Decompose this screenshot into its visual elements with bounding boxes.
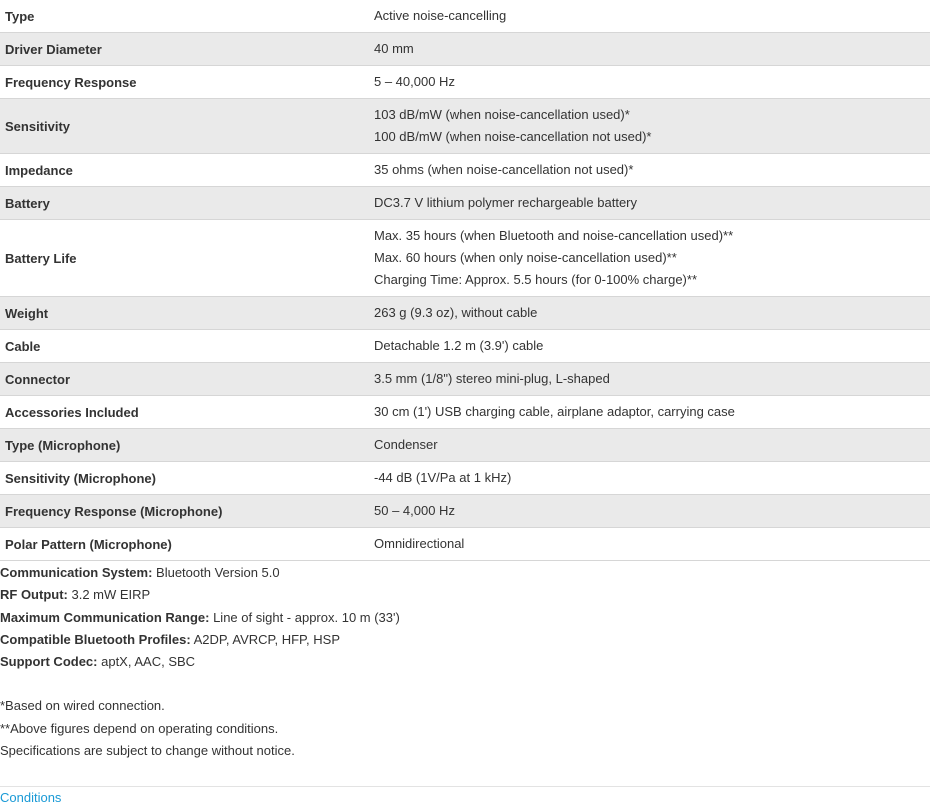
spec-value-line: DC3.7 V lithium polymer rechargeable battery — [374, 195, 638, 210]
spec-label: Impedance — [0, 154, 369, 187]
spec-value-line: 40 mm — [374, 41, 414, 56]
spec-value-line: Active noise-cancelling — [374, 8, 507, 23]
spec-label: Polar Pattern (Microphone) — [0, 528, 369, 561]
footnotes — [0, 695, 930, 762]
spec-value-line: Max. 35 hours (when Bluetooth and noise-cancellation used)** — [374, 228, 734, 243]
conditions-link[interactable]: Conditions — [0, 790, 62, 806]
spec-value-line: Max. 60 hours (when only noise-cancellation used)** — [374, 250, 677, 265]
spec-value — [369, 396, 930, 429]
spec-value-line: Omnidirectional — [374, 536, 465, 551]
spec-label: Type — [0, 0, 369, 33]
spec-value — [369, 66, 930, 99]
extra-spec-line — [0, 629, 930, 651]
spec-label: Cable — [0, 330, 369, 363]
spec-value-line: 35 ohms (when noise-cancellation not used)* — [374, 162, 634, 177]
spec-label: Weight — [0, 297, 369, 330]
spec-row — [0, 297, 930, 330]
spec-row — [0, 528, 930, 561]
spec-value — [369, 220, 930, 297]
spec-row — [0, 429, 930, 462]
extra-spec-value: A2DP, AVRCP, HFP, HSP — [190, 631, 341, 647]
spec-value-line: Charging Time: Approx. 5.5 hours (for 0-100% charge)** — [374, 272, 698, 287]
spec-label: Frequency Response — [0, 66, 369, 99]
spec-value — [369, 330, 930, 363]
spec-value-line: 103 dB/mW (when noise-cancellation used)* — [374, 107, 630, 122]
spec-value-line: 50 – 4,000 Hz — [374, 503, 455, 518]
spec-row — [0, 99, 930, 154]
divider — [0, 786, 930, 787]
spec-value-line: 100 dB/mW (when noise-cancellation not used)* — [374, 129, 652, 144]
extra-specs — [0, 561, 930, 673]
extra-spec-label: Maximum Communication Range: — [0, 609, 210, 625]
extra-spec-line — [0, 584, 930, 606]
spec-label: Accessories Included — [0, 396, 369, 429]
spec-value — [369, 528, 930, 561]
spec-value — [369, 363, 930, 396]
extra-spec-label: RF Output: — [0, 587, 68, 603]
extra-spec-value: Bluetooth Version 5.0 — [152, 565, 280, 580]
spec-label: Type (Microphone) — [0, 429, 369, 462]
footnote: Specifications are subject to change without notice. — [0, 743, 295, 759]
spec-value — [369, 187, 930, 220]
spec-value — [369, 495, 930, 528]
spec-label: Frequency Response (Microphone) — [0, 495, 369, 528]
spec-row — [0, 0, 930, 33]
extra-spec-line — [0, 607, 930, 629]
spec-row — [0, 33, 930, 66]
spec-value-line: Detachable 1.2 m (3.9') cable — [374, 338, 544, 353]
spec-label: Battery Life — [0, 220, 369, 297]
spec-value — [369, 297, 930, 330]
spec-value-line: Condenser — [374, 437, 438, 452]
extra-spec-value: 3.2 mW EIRP — [67, 587, 151, 603]
spec-value-line: 3.5 mm (1/8") stereo mini-plug, L-shaped — [374, 371, 610, 386]
spec-label: Connector — [0, 363, 369, 396]
spec-label: Battery — [0, 187, 369, 220]
extra-spec-value: aptX, AAC, SBC — [97, 654, 196, 670]
extra-spec-label: Compatible Bluetooth Profiles: — [0, 631, 191, 647]
spec-row — [0, 66, 930, 99]
spec-value — [369, 154, 930, 187]
spec-value-line: 30 cm (1') USB charging cable, airplane adaptor, carrying case — [374, 404, 735, 419]
spec-row — [0, 396, 930, 429]
spec-row — [0, 462, 930, 495]
footnote: *Based on wired connection. — [0, 698, 165, 714]
spec-value-line: 263 g (9.3 oz), without cable — [374, 305, 538, 320]
spec-value — [369, 462, 930, 495]
spec-row — [0, 187, 930, 220]
spec-value — [369, 429, 930, 462]
spec-label: Sensitivity (Microphone) — [0, 462, 369, 495]
spec-row — [0, 154, 930, 187]
extra-spec-line — [0, 651, 930, 673]
extra-spec-label: Communication System: — [0, 565, 153, 580]
extra-spec-value: Line of sight - approx. 10 m (33') — [209, 609, 400, 625]
spec-row — [0, 495, 930, 528]
spec-row — [0, 220, 930, 297]
spec-value-line: 5 – 40,000 Hz — [374, 74, 455, 89]
spec-value — [369, 99, 930, 154]
spec-value — [369, 33, 930, 66]
spec-value — [369, 0, 930, 33]
spec-row — [0, 330, 930, 363]
spec-row — [0, 363, 930, 396]
footnote: **Above figures depend on operating conditions. — [0, 720, 279, 736]
extra-spec-line — [0, 562, 930, 584]
spec-label: Sensitivity — [0, 99, 369, 154]
spec-label: Driver Diameter — [0, 33, 369, 66]
extra-spec-label: Support Codec: — [0, 654, 98, 670]
spec-value-line: -44 dB (1V/Pa at 1 kHz) — [374, 470, 512, 485]
